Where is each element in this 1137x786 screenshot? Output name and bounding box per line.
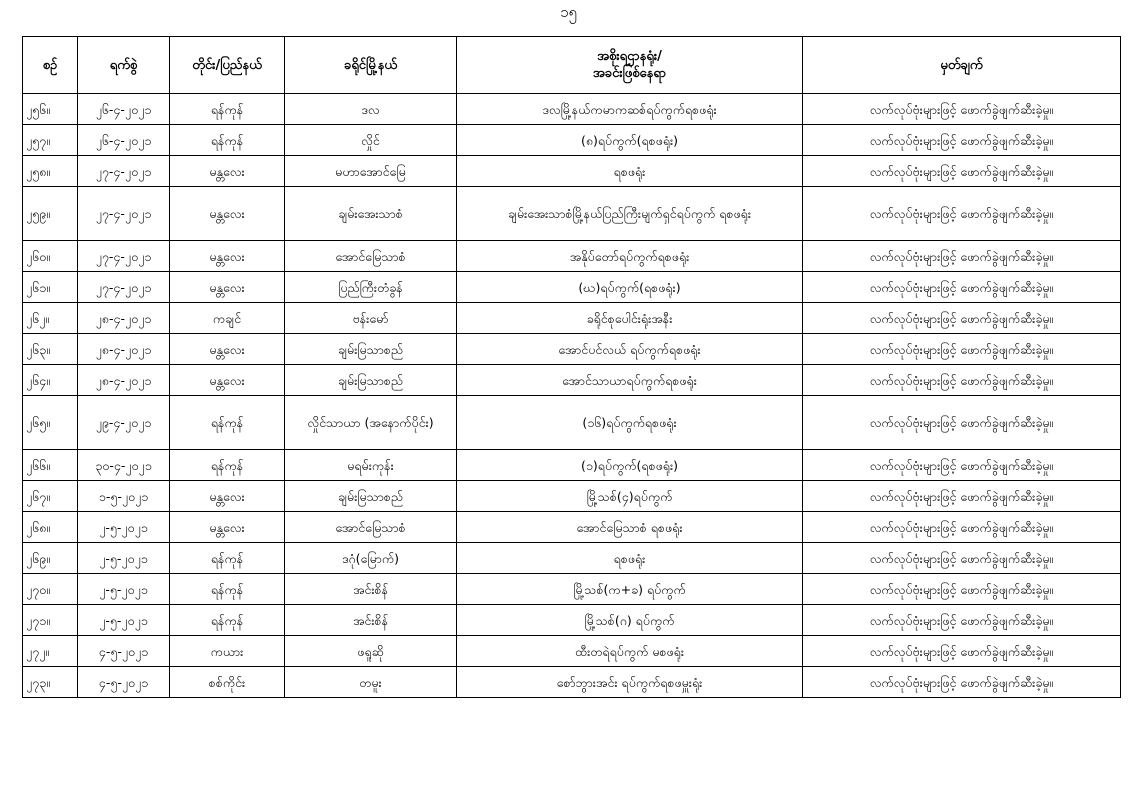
cell-no: ၂၇၀။ [23,574,78,605]
cell-station: (၁၆)ရပ်ကွက်ရစဖရုံး [457,396,803,450]
header-region: တိုင်း/ပြည်နယ် [170,37,285,94]
cell-region: မန္တလေး [170,241,285,272]
cell-remark: လက်လုပ်ဗုံးများဖြင့် ဖောက်ခွဲဖျက်ဆီးခဲ့မှု။ [803,334,1121,365]
cell-region: စစ်ကိုင်း [170,667,285,698]
cell-no: ၂၆၄။ [23,365,78,396]
cell-no: ၂၆၇။ [23,481,78,512]
cell-date: ၂၆-၄-၂၀၂၁ [78,94,170,125]
cell-no: ၂၅၈။ [23,156,78,187]
cell-remark: လက်လုပ်ဗုံးများဖြင့် ဖောက်ခွဲဖျက်ဆီးခဲ့မှု။ [803,303,1121,334]
table-row [23,543,1121,574]
cell-no: ၂၇၂။ [23,636,78,667]
cell-date: ၂၈-၄-၂၀၂၁ [78,334,170,365]
table-row [23,334,1121,365]
cell-remark: လက်လုပ်ဗုံးများဖြင့် ဖောက်ခွဲဖျက်ဆီးခဲ့မှု။ [803,187,1121,241]
page-number: ၁၅ [560,3,577,21]
cell-region: မန္တလေး [170,272,285,303]
cell-township: ဒလ [285,94,457,125]
cell-remark: လက်လုပ်ဗုံးများဖြင့် ဖောက်ခွဲဖျက်ဆီးခဲ့မှု။ [803,365,1121,396]
cell-township: ချမ်းအေးသာစံ [285,187,457,241]
cell-remark: လက်လုပ်ဗုံးများဖြင့် ဖောက်ခွဲဖျက်ဆီးခဲ့မှု။ [803,605,1121,636]
cell-date: ၂၇-၄-၂၀၂၁ [78,187,170,241]
cell-region: ရန်ကုန် [170,450,285,481]
cell-township: အောင်မြေသာစံ [285,241,457,272]
table-row [23,187,1121,241]
cell-remark: လက်လုပ်ဗုံးများဖြင့် ဖောက်ခွဲဖျက်ဆီးခဲ့မှု။ [803,125,1121,156]
cell-station: အနိုပ်တော်ရပ်ကွက်ရစဖရုံး [457,241,803,272]
header-remark: မှတ်ချက် [803,37,1121,94]
cell-region: ကချင် [170,303,285,334]
cell-date: ၂၈-၄-၂၀၂၁ [78,303,170,334]
cell-station: မြို့သစ်(က+ခ) ရပ်ကွက် [457,574,803,605]
cell-no: ၂၆၂။ [23,303,78,334]
cell-township: ဒဂုံ(မြောက်) [285,543,457,574]
cell-township: မဟာအောင်မြေ [285,156,457,187]
cell-date: ၂-၅-၂၀၂၁ [78,512,170,543]
cell-date: ၂၈-၄-၂၀၂၁ [78,365,170,396]
header-station-line2: အခင်းဖြစ်နေရာ [592,66,667,81]
cell-station: မြို့သစ်(ဂ) ရပ်ကွက် [457,605,803,636]
cell-township: အင်းစိန် [285,574,457,605]
cell-station: ရစဖရုံး [457,156,803,187]
table-row [23,156,1121,187]
cell-station: ဒလမြို့နယ်ကမာကဆစ်ရပ်ကွက်ရစဖရုံး [457,94,803,125]
cell-date: ၂၇-၄-၂၀၂၁ [78,241,170,272]
cell-no: ၂၇၃။ [23,667,78,698]
cell-date: ၃၀-၄-၂၀၂၁ [78,450,170,481]
cell-remark: လက်လုပ်ဗုံးများဖြင့် ဖောက်ခွဲဖျက်ဆီးခဲ့မှု။ [803,574,1121,605]
incident-table [22,36,1121,698]
cell-station: ရစဖရုံး [457,543,803,574]
cell-date: ၁-၅-၂၀၂၁ [78,481,170,512]
cell-station: ထီးတရဲရပ်ကွက် မစဖရုံး [457,636,803,667]
cell-region: မန္တလေး [170,365,285,396]
cell-station: (၁)ရပ်ကွက်(ရစဖရုံး) [457,450,803,481]
cell-remark: လက်လုပ်ဗုံးများဖြင့် ဖောက်ခွဲဖျက်ဆီးခဲ့မှု။ [803,636,1121,667]
table-row [23,574,1121,605]
cell-no: ၂၅၆။ [23,94,78,125]
header-no: စဉ် [23,37,78,94]
cell-station: ခရိုင်စုပေါင်းရုံးအနီး [457,303,803,334]
table-row [23,667,1121,698]
cell-no: ၂၆၀။ [23,241,78,272]
table-row [23,365,1121,396]
cell-date: ၂၇-၄-၂၀၂၁ [78,272,170,303]
table-row [23,450,1121,481]
table-row [23,396,1121,450]
cell-station: အောင်ပင်လယ် ရပ်ကွက်ရစဖရုံး [457,334,803,365]
table-body [23,94,1121,698]
header-township: ခရိုင်မြို့နယ် [285,37,457,94]
cell-region: မန္တလေး [170,512,285,543]
cell-no: ၂၅၇။ [23,125,78,156]
cell-remark: လက်လုပ်ဗုံးများဖြင့် ဖောက်ခွဲဖျက်ဆီးခဲ့မှု။ [803,396,1121,450]
cell-station: (၈)ရပ်ကွက်(ရစဖရုံး) [457,125,803,156]
cell-no: ၂၇၁။ [23,605,78,636]
cell-station: မြို့သစ်(၄)ရပ်ကွက် [457,481,803,512]
cell-remark: လက်လုပ်ဗုံးများဖြင့် ဖောက်ခွဲဖျက်ဆီးခဲ့မှု။ [803,512,1121,543]
cell-remark: လက်လုပ်ဗုံးများဖြင့် ဖောက်ခွဲဖျက်ဆီးခဲ့မှု။ [803,241,1121,272]
cell-station: အောင်မြေသာစံ ရစဖရုံး [457,512,803,543]
table-row [23,512,1121,543]
cell-region: ကယား [170,636,285,667]
cell-no: ၂၆၉။ [23,543,78,574]
header-row [23,37,1121,94]
header-station [457,37,803,94]
cell-date: ၂-၅-၂၀၂၁ [78,605,170,636]
cell-region: မန္တလေး [170,334,285,365]
cell-remark: လက်လုပ်ဗုံးများဖြင့် ဖောက်ခွဲဖျက်ဆီးခဲ့မှု။ [803,94,1121,125]
cell-station: ချမ်းအေးသာစံမြို့နယ်ပြည်ကြီးမျက်ရှင်ရပ်ကွက် ရစဖရုံး [457,187,803,241]
table-row [23,303,1121,334]
cell-township: လှိုင်သာယာ (အနောက်ပိုင်း) [285,396,457,450]
cell-remark: လက်လုပ်ဗုံးများဖြင့် ဖောက်ခွဲဖျက်ဆီးခဲ့မှု။ [803,272,1121,303]
cell-date: ၂-၅-၂၀၂၁ [78,543,170,574]
cell-township: ချမ်းမြသာစည် [285,481,457,512]
cell-no: ၂၆၅။ [23,396,78,450]
cell-remark: လက်လုပ်ဗုံးများဖြင့် ဖောက်ခွဲဖျက်ဆီးခဲ့မှု။ [803,450,1121,481]
cell-township: ပြည်ကြီးတံခွန် [285,272,457,303]
cell-township: ချမ်းမြသာစည် [285,365,457,396]
header-station-line1: အစိုးရဌာနရုံး/ [597,49,662,64]
table-row [23,125,1121,156]
cell-no: ၂၅၉။ [23,187,78,241]
cell-region: မန္တလေး [170,156,285,187]
cell-township: ချမ်းမြသာစည် [285,334,457,365]
table-row [23,241,1121,272]
cell-region: ရန်ကုန် [170,574,285,605]
cell-township: မရမ်းကုန်း [285,450,457,481]
cell-date: ၂၉-၄-၂၀၂၁ [78,396,170,450]
cell-region: ရန်ကုန် [170,94,285,125]
cell-region: မန္တလေး [170,481,285,512]
table-row [23,636,1121,667]
cell-remark: လက်လုပ်ဗုံးများဖြင့် ဖောက်ခွဲဖျက်ဆီးခဲ့မှု။ [803,156,1121,187]
cell-remark: လက်လုပ်ဗုံးများဖြင့် ဖောက်ခွဲဖျက်ဆီးခဲ့မှု။ [803,481,1121,512]
cell-region: ရန်ကုန် [170,396,285,450]
cell-date: ၂၇-၄-၂၀၂၁ [78,156,170,187]
cell-region: ရန်ကုန် [170,125,285,156]
cell-station: (ဃ)ရပ်ကွက်(ရစဖရုံး) [457,272,803,303]
cell-station: အောင်သာယာရပ်ကွက်ရစဖရုံး [457,365,803,396]
table-row [23,94,1121,125]
cell-township: ဖရူဆို [285,636,457,667]
cell-township: ဗန်းမော် [285,303,457,334]
cell-date: ၂၆-၄-၂၀၂၁ [78,125,170,156]
table-row [23,272,1121,303]
cell-township: တမူး [285,667,457,698]
cell-region: ရန်ကုန် [170,605,285,636]
cell-township: အင်းစိန် [285,605,457,636]
cell-date: ၄-၅-၂၀၂၁ [78,636,170,667]
cell-region: ရန်ကုန် [170,543,285,574]
cell-no: ၂၆၆။ [23,450,78,481]
cell-date: ၂-၅-၂၀၂၁ [78,574,170,605]
cell-remark: လက်လုပ်ဗုံးများဖြင့် ဖောက်ခွဲဖျက်ဆီးခဲ့မှု။ [803,543,1121,574]
cell-remark: လက်လုပ်ဗုံးများဖြင့် ဖောက်ခွဲဖျက်ဆီးခဲ့မှု။ [803,667,1121,698]
table-row [23,481,1121,512]
header-date: ရက်စွဲ [78,37,170,94]
cell-station: စော်ဘွားအင်း ရပ်ကွက်ရစဖမှူးရုံး [457,667,803,698]
cell-no: ၂၆၁။ [23,272,78,303]
cell-township: အောင်မြေသာစံ [285,512,457,543]
cell-date: ၄-၅-၂၀၂၁ [78,667,170,698]
cell-no: ၂၆၈။ [23,512,78,543]
cell-region: မန္တလေး [170,187,285,241]
cell-no: ၂၆၃။ [23,334,78,365]
cell-township: လှိုင် [285,125,457,156]
table-row [23,605,1121,636]
